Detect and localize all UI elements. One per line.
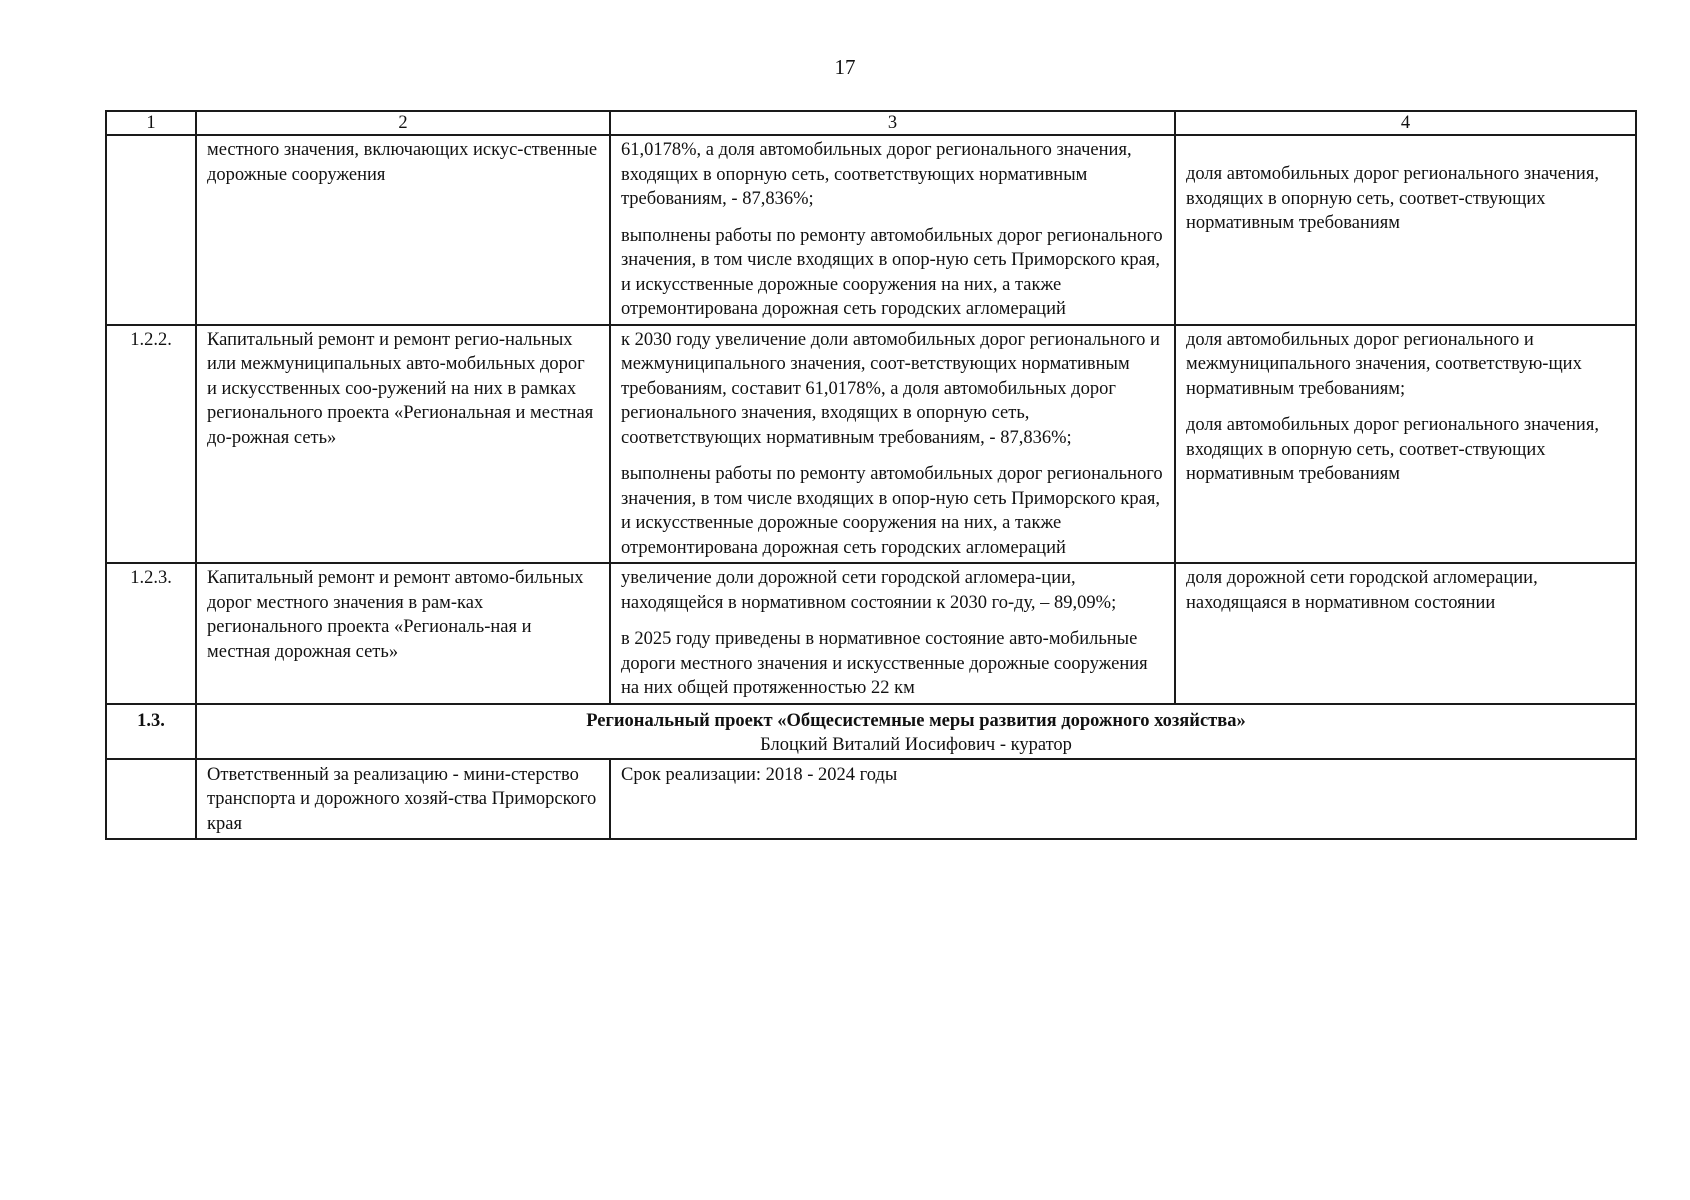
- result-paragraph: 61,0178%, а доля автомобильных дорог регионального значения, входящих в опорную сеть, соответствующих нормативным требованиям, - 87,836%;: [621, 140, 1132, 209]
- indicator-spacer: [1186, 138, 1625, 162]
- table-row: [106, 325, 1636, 564]
- indicator-paragraph: доля дорожной сети городской агломерации, находящаяся в нормативном состоянии: [1186, 568, 1538, 613]
- result-paragraph: выполнены работы по ремонту автомобильных дорог регионального значения, в том числе входящих в опор-ную сеть Приморского края, и искусственные дорожные сооружения на них, а также отремонтирована дорожная сеть городских агломераций: [621, 464, 1163, 558]
- indicator-paragraph: доля автомобильных дорог регионального значения, входящих в опорную сеть, соответ-ствующих нормативным требованиям: [1186, 164, 1599, 233]
- table-row: [106, 135, 1636, 325]
- task-name: Капитальный ремонт и ремонт регио-нальных или межмуниципальных авто-мобильных дорог и искусственных соо-ружений на них в рамках регионального проекта «Региональная и местная до-рожная сеть»: [196, 325, 610, 564]
- column-header-3: 3: [610, 111, 1175, 135]
- task-name: местного значения, включающих искус-ственные дорожные сооружения: [196, 135, 610, 325]
- implementation-period: Срок реализации: 2018 - 2024 годы: [610, 759, 1636, 840]
- indicator-paragraph: доля автомобильных дорог регионального и межмуниципального значения, соответствую-щих нормативным требованиям;: [1186, 329, 1582, 399]
- expected-results: [610, 563, 1175, 704]
- project-title: Региональный проект «Общесистемные меры развития дорожного хозяйства»: [586, 710, 1246, 731]
- program-table: [105, 110, 1637, 840]
- result-paragraph: в 2025 году приведены в нормативное состояние авто-мобильные дороги местного значения и искусственные дорожные сооружения на них общей протяженностью 22 км: [621, 629, 1148, 698]
- project-row: [106, 704, 1636, 759]
- responsible-row: [106, 759, 1636, 840]
- project-title-cell: [196, 704, 1636, 759]
- result-paragraph: выполнены работы по ремонту автомобильных дорог регионального значения, в том числе входящих в опор-ную сеть Приморского края, и искусственные дорожные сооружения на них, а также отремонтирована дорожная сеть городских агломераций: [621, 225, 1163, 319]
- column-header-4: 4: [1175, 111, 1636, 135]
- empty-cell: [106, 759, 196, 840]
- table-header-row: [106, 111, 1636, 135]
- result-paragraph: увеличение доли дорожной сети городской агломера-ции, находящейся в нормативном состоянии к 2030 го-ду, – 89,09%;: [621, 568, 1117, 613]
- responsible-executor: Ответственный за реализацию - мини-стерство транспорта и дорожного хозяй-ства Приморского края: [196, 759, 610, 840]
- indicators: [1175, 135, 1636, 325]
- result-paragraph: к 2030 году увеличение доли автомобильных дорог регионального и межмуниципального значения, соот-ветствующих нормативным требованиям, составит 61,0178%, а доля автомобильных дорог регионального значения, входящих в опорную сеть, соответствующих нормативным требованиям, - 87,836%;: [621, 329, 1160, 448]
- column-header-2: 2: [196, 111, 610, 135]
- page-number: 17: [834, 55, 856, 79]
- row-number: 1.2.3.: [106, 563, 196, 704]
- indicators: [1175, 563, 1636, 704]
- row-number: [106, 135, 196, 325]
- column-header-1: 1: [106, 111, 196, 135]
- project-curator: Блоцкий Виталий Иосифович - куратор: [760, 735, 1072, 755]
- project-number: 1.3.: [106, 704, 196, 759]
- expected-results: [610, 325, 1175, 564]
- expected-results: [610, 135, 1175, 325]
- indicators: [1175, 325, 1636, 564]
- indicator-paragraph: доля автомобильных дорог регионального значения, входящих в опорную сеть, соответ-ствующих нормативным требованиям: [1186, 415, 1599, 484]
- table-row: [106, 563, 1636, 704]
- row-number: 1.2.2.: [106, 325, 196, 564]
- task-name: Капитальный ремонт и ремонт автомо-бильных дорог местного значения в рам-ках регионального проекта «Региональ-ная и местная дорожная сеть»: [196, 563, 610, 704]
